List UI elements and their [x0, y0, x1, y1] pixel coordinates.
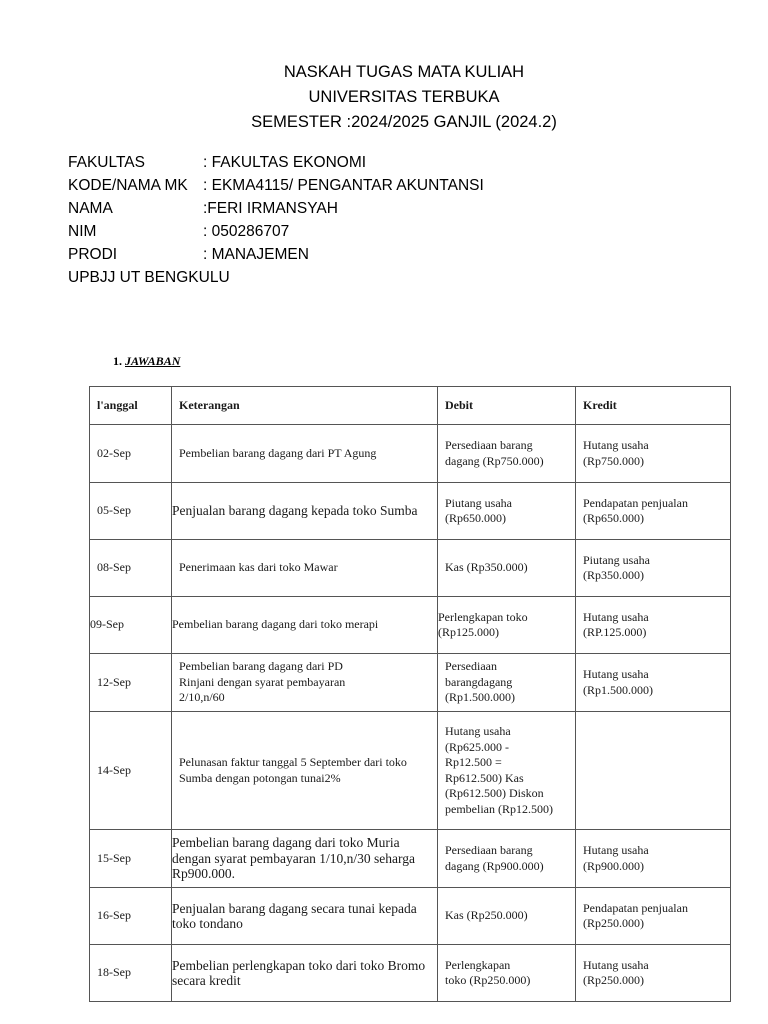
kredit-line: Piutang usaha: [583, 552, 650, 567]
date-cell: 14-Sep: [90, 712, 172, 830]
info-label: NIM: [68, 223, 97, 240]
table-row: [90, 945, 731, 1002]
column-header-date: l'anggal: [90, 387, 172, 425]
kredit-line: Hutang usaha: [583, 438, 649, 452]
kredit-line: (Rp350.000): [583, 568, 644, 582]
kredit-cell: [576, 888, 731, 945]
description-line: Sumba dengan potongan tunai2%: [179, 770, 341, 785]
debit-line: Persediaan barang: [445, 438, 533, 452]
date-cell: 08-Sep: [90, 540, 172, 597]
description-line: Pembelian barang dagang dari PD: [179, 659, 343, 674]
kredit-line: Pendapatan penjualan: [583, 495, 688, 510]
date-cell: 12-Sep: [90, 654, 172, 712]
document-title: NASKAH TUGAS MATA KULIAH: [283, 63, 525, 81]
debit-line: barangdagang: [445, 674, 513, 689]
column-header-kredit: Kredit: [576, 387, 731, 425]
kredit-cell: [576, 483, 731, 540]
debit-cell: [438, 945, 576, 1002]
description-cell: [172, 888, 438, 945]
kredit-line: Hutang usaha: [583, 843, 649, 857]
debit-cell: [438, 483, 576, 540]
description-line: Pembelian perlengkapan toko dari toko Bromo: [172, 957, 426, 973]
description-cell: Penerimaan kas dari toko Mawar: [172, 540, 438, 597]
table-row: [90, 654, 731, 712]
kredit-line: Hutang usaha: [583, 609, 649, 624]
info-value: : 050286707: [203, 223, 290, 240]
description-line: Rinjani dengan syarat pembayaran: [179, 674, 346, 689]
info-value: : MANAJEMEN: [203, 246, 309, 263]
journal-table: [89, 386, 731, 1002]
debit-line: Kas (Rp250.000): [445, 908, 528, 923]
semester-line: SEMESTER :2024/2025 GANJIL (2024.2): [251, 113, 557, 131]
info-label: NAMA: [68, 200, 113, 217]
debit-line: Perlengkapan: [445, 957, 511, 972]
column-header-debit: Debit: [438, 387, 576, 425]
kredit-cell: [576, 597, 731, 654]
debit-cell: [438, 540, 576, 597]
table-row: [90, 712, 731, 830]
table-row: [90, 425, 731, 483]
description-line: 2/10,n/60: [179, 690, 225, 705]
info-row-upbjj: [68, 266, 484, 289]
description-line: Rp900.000.: [172, 866, 236, 882]
section-heading: [113, 354, 180, 369]
kredit-cell: [576, 540, 731, 597]
debit-line: Perlengkapan toko: [438, 609, 528, 624]
kredit-line: Hutang usaha: [583, 957, 649, 972]
table-row: [90, 888, 731, 945]
debit-line: (Rp625.000 -: [445, 739, 509, 754]
section-number: 1.: [113, 354, 122, 368]
debit-line: Rp12.500 =: [445, 755, 502, 769]
info-row-nama: [68, 197, 484, 220]
info-label: PRODI: [68, 246, 118, 263]
description-line: Penjualan barang dagang secara tunai kepada: [172, 900, 417, 916]
info-row-prodi: [68, 243, 484, 266]
debit-line: (Rp612.500) Diskon: [445, 786, 544, 800]
info-value: : FAKULTAS EKONOMI: [203, 154, 367, 171]
kredit-line: (Rp250.000): [583, 916, 644, 930]
table-row: [90, 483, 731, 540]
kredit-line: (Rp750.000): [583, 453, 644, 468]
debit-line: dagang (Rp900.000): [445, 858, 544, 873]
info-row-nim: [68, 220, 484, 243]
debit-line: Persediaan: [445, 659, 497, 674]
debit-cell: [438, 830, 576, 888]
section-title: JAWABAN: [125, 354, 181, 368]
description-cell: Penjualan barang dagang kepada toko Sumba: [172, 483, 438, 540]
debit-cell: [438, 425, 576, 483]
description-line: toko tondano: [172, 916, 243, 931]
info-row-kode-mk: [68, 174, 484, 197]
table-row: [90, 540, 731, 597]
debit-line: Persediaan barang: [445, 843, 533, 857]
debit-line: Hutang usaha: [445, 724, 511, 738]
info-row-fakultas: [68, 151, 484, 174]
kredit-cell: [576, 425, 731, 483]
kredit-cell: [576, 945, 731, 1002]
table-header-row: [90, 387, 731, 425]
debit-line: Rp612.500) Kas: [445, 770, 524, 785]
date-cell: 15-Sep: [90, 830, 172, 888]
info-value: :FERI IRMANSYAH: [203, 200, 338, 217]
debit-cell: [438, 597, 576, 654]
debit-line: (Rp125.000): [438, 625, 499, 639]
student-info: [68, 151, 484, 289]
debit-line: pembelian (Rp12.500): [445, 801, 553, 816]
description-cell: [172, 712, 438, 830]
date-cell: 16-Sep: [90, 888, 172, 945]
debit-line: (Rp650.000): [445, 511, 506, 525]
date-cell: 09-Sep: [90, 597, 172, 654]
description-cell: Pembelian barang dagang dari toko merapi: [172, 597, 438, 654]
description-cell: Pembelian barang dagang dari PT Agung: [172, 425, 438, 483]
description-line: secara kredit: [172, 973, 241, 988]
date-cell: 02-Sep: [90, 425, 172, 483]
description-line: dengan syarat pembayaran 1/10,n/30 seharga: [172, 850, 416, 866]
kredit-line: (RP.125.000): [583, 625, 647, 639]
debit-cell: [438, 888, 576, 945]
info-label: FAKULTAS: [68, 154, 145, 171]
description-cell: [172, 830, 438, 888]
description-cell: [172, 945, 438, 1002]
kredit-line: Pendapatan penjualan: [583, 900, 688, 915]
debit-line: Kas (Rp350.000): [445, 560, 528, 575]
debit-line: dagang (Rp750.000): [445, 453, 544, 468]
kredit-cell: [576, 654, 731, 712]
kredit-line: Hutang usaha: [583, 667, 649, 681]
debit-line: Piutang usaha: [445, 495, 512, 510]
debit-cell: [438, 712, 576, 830]
column-header-keterangan: Keterangan: [172, 387, 438, 425]
debit-line: toko (Rp250.000): [445, 973, 531, 987]
description-line: Pelunasan faktur tanggal 5 September dari toko: [179, 755, 407, 769]
info-value: : EKMA4115/ PENGANTAR AKUNTANSI: [203, 177, 484, 194]
kredit-cell: [576, 712, 731, 830]
description-cell: [172, 654, 438, 712]
debit-cell: [438, 654, 576, 712]
kredit-line: (Rp1.500.000): [583, 682, 653, 697]
university-name: UNIVERSITAS TERBUKA: [308, 88, 500, 106]
table-row: [90, 830, 731, 888]
kredit-line: (Rp900.000): [583, 858, 644, 873]
table-row: [90, 597, 731, 654]
kredit-cell: [576, 830, 731, 888]
debit-line: (Rp1.500.000): [445, 690, 515, 705]
date-cell: 18-Sep: [90, 945, 172, 1002]
kredit-line: (Rp650.000): [583, 511, 644, 525]
kredit-line: (Rp250.000): [583, 973, 644, 987]
date-cell: 05-Sep: [90, 483, 172, 540]
upbjj-text: UPBJJ UT BENGKULU: [68, 269, 230, 286]
info-label: KODE/NAMA MK: [68, 177, 188, 194]
description-line: Pembelian barang dagang dari toko Muria: [172, 835, 400, 851]
